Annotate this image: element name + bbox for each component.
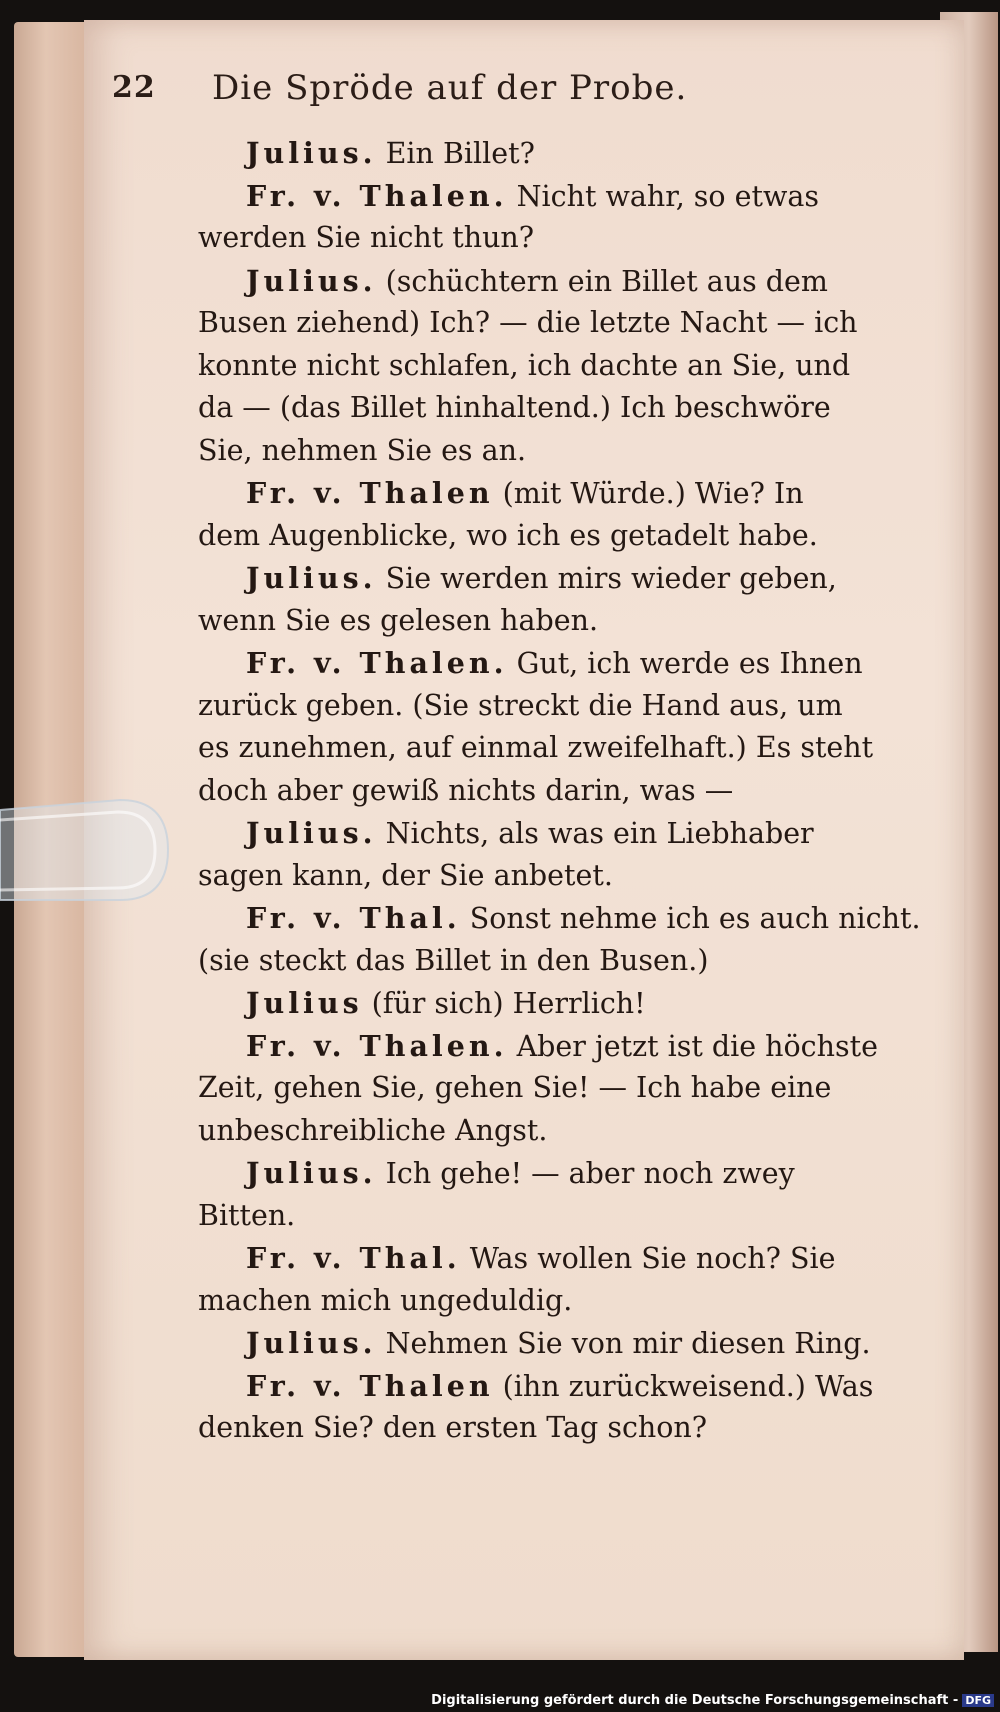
line-text: (ihn zurückweisend.) Was bbox=[493, 1369, 874, 1403]
speaker-line bbox=[198, 1237, 888, 1280]
line-text: Sonst nehme ich es auch nicht. bbox=[460, 902, 921, 935]
line-text: (mit Würde.) Wie? In bbox=[493, 477, 804, 510]
speaker-line bbox=[198, 812, 888, 855]
line-text: sagen kann, der Sie anbetet. bbox=[198, 858, 613, 892]
speaker-name: Fr. v. Thalen bbox=[246, 476, 494, 510]
line-text: Nichts, als was ein Liebhaber bbox=[376, 817, 814, 850]
speaker-line bbox=[198, 132, 888, 175]
text-line bbox=[198, 1280, 888, 1323]
speaker-name: Julius. bbox=[246, 136, 377, 170]
speaker-name: Julius. bbox=[246, 1156, 377, 1190]
speaker-name: Julius. bbox=[246, 1326, 377, 1360]
line-text: da — (das Billet hinhaltend.) Ich beschwöre bbox=[198, 391, 831, 424]
speaker-line bbox=[198, 982, 888, 1025]
speaker-name: Fr. v. Thal. bbox=[246, 901, 461, 935]
page-text bbox=[198, 132, 921, 1450]
text-line bbox=[198, 217, 888, 260]
text-line bbox=[198, 1195, 888, 1238]
running-title: Die Spröde auf der Probe. bbox=[212, 68, 688, 108]
line-text: machen mich ungeduldig. bbox=[198, 1283, 573, 1317]
speaker-line bbox=[198, 642, 888, 685]
speaker-line bbox=[198, 175, 888, 218]
speaker-name: Julius. bbox=[246, 561, 377, 595]
text-line bbox=[198, 1110, 888, 1153]
text-line bbox=[198, 855, 888, 898]
line-text: Bitten. bbox=[198, 1198, 296, 1232]
line-text: denken Sie? den ersten Tag schon? bbox=[198, 1411, 708, 1444]
text-line bbox=[198, 727, 888, 770]
line-text: Zeit, gehen Sie, gehen Sie! — Ich habe eine bbox=[198, 1071, 832, 1104]
line-text: unbeschreibliche Angst. bbox=[198, 1113, 548, 1147]
speaker-line bbox=[198, 260, 888, 303]
text-line bbox=[198, 387, 888, 430]
speaker-line bbox=[198, 472, 888, 515]
speaker-name: Fr. v. Thalen bbox=[246, 1368, 494, 1403]
line-text: Was wollen Sie noch? Sie bbox=[460, 1242, 836, 1275]
speaker-line bbox=[198, 557, 888, 600]
footer-credit-text: Digitalisierung gefördert durch die Deutsche Forschungsgemeinschaft - bbox=[431, 1693, 959, 1708]
line-text: es zunehmen, auf einmal zweifelhaft.) Es steht bbox=[198, 731, 874, 764]
line-text: werden Sie nicht thun? bbox=[198, 221, 535, 254]
speaker-name: Julius bbox=[246, 986, 363, 1020]
dfg-logo: DFG bbox=[962, 1694, 994, 1707]
line-text: Aber jetzt ist die höchste bbox=[507, 1029, 878, 1063]
line-text: Nehmen Sie von mir diesen Ring. bbox=[376, 1327, 871, 1360]
speaker-line bbox=[198, 1322, 888, 1365]
plastic-page-clip bbox=[0, 790, 172, 910]
page-header bbox=[112, 70, 752, 120]
line-text: wenn Sie es gelesen haben. bbox=[198, 603, 599, 637]
line-text: dem Augenblicke, wo ich es getadelt habe. bbox=[198, 518, 818, 552]
speaker-name: Fr. v. Thalen. bbox=[246, 1028, 508, 1063]
text-line bbox=[198, 1407, 888, 1450]
speaker-name: Fr. v. Thalen. bbox=[246, 178, 508, 213]
speaker-line bbox=[198, 1152, 888, 1195]
text-line bbox=[198, 685, 888, 728]
speaker-name: Julius. bbox=[246, 816, 377, 850]
line-text: (sie steckt das Billet in den Busen.) bbox=[198, 943, 709, 977]
line-text: (schüchtern ein Billet aus dem bbox=[376, 264, 828, 298]
line-text: (für sich) Herrlich! bbox=[362, 987, 646, 1020]
line-text: Ich gehe! — aber noch zwey bbox=[376, 1157, 795, 1190]
speaker-name: Julius. bbox=[246, 263, 377, 298]
text-line bbox=[198, 770, 888, 813]
text-line bbox=[198, 940, 888, 983]
speaker-name: Fr. v. Thalen. bbox=[246, 646, 508, 680]
line-text: konnte nicht schlafen, ich dachte an Sie, und bbox=[198, 348, 851, 382]
page-number: 22 bbox=[112, 70, 156, 105]
line-text: Busen ziehend) Ich? — die letzte Nacht — ich bbox=[198, 306, 858, 339]
line-text: Gut, ich werde es Ihnen bbox=[507, 647, 863, 680]
line-text: zurück geben. (Sie streckt die Hand aus, um bbox=[198, 688, 843, 722]
line-text: doch aber gewiß nichts darin, was — bbox=[198, 773, 734, 807]
text-line bbox=[198, 1067, 888, 1110]
footer-credit bbox=[431, 1693, 994, 1708]
text-line bbox=[198, 600, 888, 643]
speaker-line bbox=[198, 897, 921, 940]
line-text: Sie werden mirs wieder geben, bbox=[376, 562, 837, 595]
line-text: Sie, nehmen Sie es an. bbox=[198, 433, 527, 467]
text-line bbox=[198, 345, 888, 388]
speaker-line bbox=[198, 1025, 888, 1068]
speaker-name: Fr. v. Thal. bbox=[246, 1241, 461, 1275]
line-text: Nicht wahr, so etwas bbox=[507, 179, 819, 213]
text-line bbox=[198, 430, 888, 473]
line-text: Ein Billet? bbox=[376, 137, 535, 170]
speaker-line bbox=[198, 1365, 888, 1408]
text-line bbox=[198, 515, 888, 558]
text-line bbox=[198, 302, 888, 345]
